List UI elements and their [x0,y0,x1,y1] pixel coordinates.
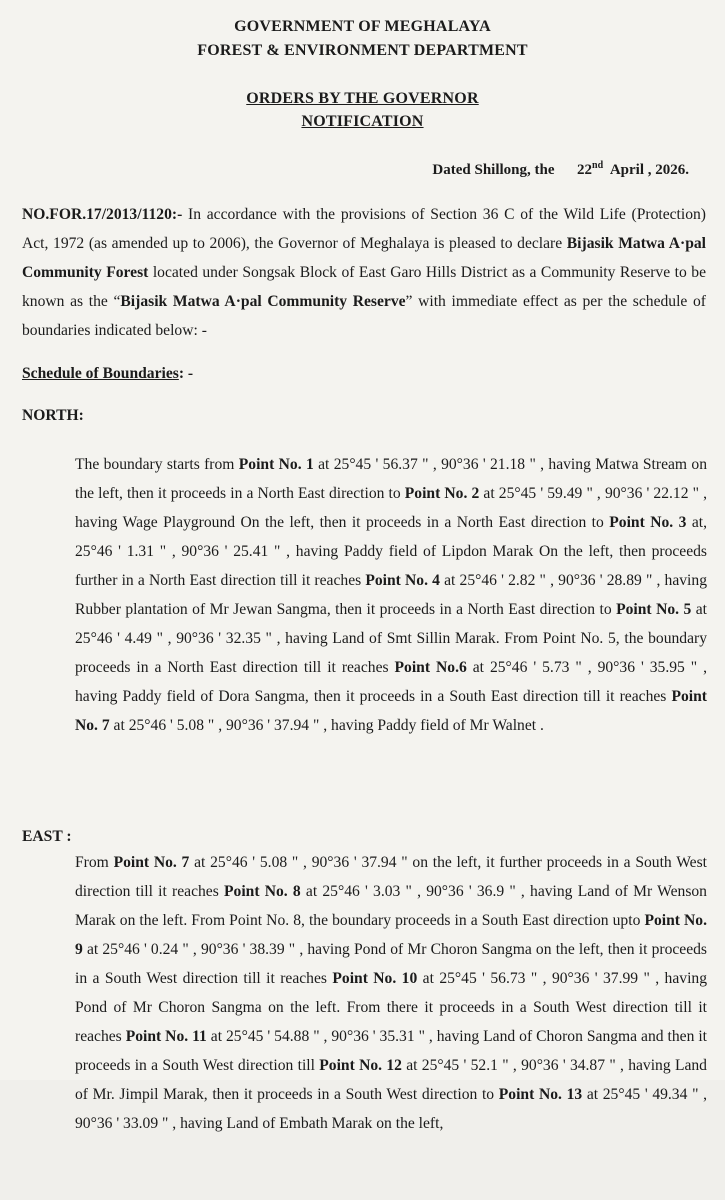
north-text: at 25°45 ' 56.37 " , 90°36 ' 21.18 " , having Matwa Stream on the left, then it proceeds in a North East direction to [75,456,707,502]
notification-number: NO.FOR.17/2013/1120:- [22,206,183,223]
east-text: at 25°45 ' 52.1 " , 90°36 ' 34.87 " , having Land of Mr. Jimpil Marak, then it proceeds in a South West direction to [75,1057,707,1103]
east-text: From [75,854,114,871]
point-label: Point No. 12 [319,1057,402,1074]
point-label: Point No. 7 [113,854,190,871]
schedule-suffix: : - [178,365,194,382]
schedule-label: Schedule of Boundaries [22,365,179,382]
north-text: at 25°45 ' 59.49 " , 90°36 ' 22.12 " , having Wage Playground On the left, then it proceeds in a North East direction to [75,485,707,531]
point-label: Point No. 9 [75,912,707,958]
point-label: Point No. 2 [404,485,480,502]
point-label: Point No. 3 [609,514,687,531]
point-label: Point No. 8 [224,883,301,900]
orders-heading: ORDERS BY THE GOVERNOR [246,90,479,107]
forest-name: Bijasik Matwa A·pal Community Forest [22,235,706,281]
east-text: at 25°46 ' 5.08 " , 90°36 ' 37.94 " on the left, it further proceeds in a South West direction till it reaches [75,854,707,900]
point-label: Point No. 7 [75,688,707,734]
point-label: Point No. 5 [616,601,692,618]
east-text: at 25°46 ' 3.03 " , 90°36 ' 36.9 " , having Land of Mr Wenson Marak on the left. From Point No. 8, the boundary proceeds in a South East direction upto [75,883,707,929]
north-text: at 25°46 ' 4.49 " , 90°36 ' 32.35 " , having Land of Smt Sillin Marak. From Point No. 5, the boundary proceeds in a North East direction till it reaches [75,601,708,676]
point-label: Point No.6 [394,659,467,676]
east-text: at 25°45 ' 54.88 " , 90°36 ' 35.31 " , having Land of Choron Sangma and then it proceeds in a South West direction till [75,1028,707,1074]
intro-paragraph [22,200,706,345]
dated-prefix: Dated Shillong, the [432,162,555,178]
dated-rest: April , 2026. [609,162,689,178]
east-text: at 25°45 ' 56.73 " , 90°36 ' 37.99 " , having Pond of Mr Choron Sangma on the left. From there it proceeds in a South West direction till it reaches [75,970,707,1045]
intro-text-2: located under Songsak Block of East Garo Hills District as a Community Reserve to be known as the “ [22,264,706,310]
east-text: at 25°46 ' 0.24 " , 90°36 ' 38.39 " , having Pond of Mr Choron Sangma on the left, then it proceeds in a South West direction till it reaches [75,941,707,987]
east-text: at 25°45 ' 49.34 " , 90°36 ' 33.09 " , having Land of Embath Marak on the left, [75,1086,707,1132]
point-label: Point No. 11 [125,1028,207,1045]
north-text: at 25°46 ' 5.08 " , 90°36 ' 37.94 " , having Paddy field of Mr Walnet . [109,717,544,734]
notification-heading: NOTIFICATION [301,113,424,130]
intro-text-3: ” with immediate effect as per the schedule of boundaries indicated below: - [22,293,706,339]
north-text: The boundary starts from [75,456,239,473]
orders-heading-wrap [0,90,725,108]
dated-day: 22 [577,162,593,178]
point-label: Point No. 1 [238,456,314,473]
point-label: Point No. 13 [498,1086,583,1103]
north-heading: NORTH: [22,407,84,424]
dated-suffix: nd [592,160,604,171]
department-heading: FOREST & ENVIRONMENT DEPARTMENT [197,42,528,59]
point-label: Point No. 4 [365,572,440,589]
government-heading: GOVERNMENT OF MEGHALAYA [234,18,491,35]
dated-line [432,160,689,179]
north-text: at 25°46 ' 2.82 " , 90°36 ' 28.89 " , having Rubber plantation of Mr Jewan Sangma, then it proceeds in a North East direction to [75,572,707,618]
notification-heading-wrap [0,113,725,131]
east-heading: EAST : [22,828,72,845]
reserve-name: Bijasik Matwa A·pal Community Reserve [120,293,406,310]
point-label: Point No. 10 [332,970,418,987]
north-text: at 25°46 ' 5.73 " , 90°36 ' 35.95 " , having Paddy field of Dora Sangma, then it proceeds in a South East direction till it reaches [75,659,707,705]
north-text: at, 25°46 ' 1.31 " , 90°36 ' 25.41 " , having Paddy field of Lipdon Marak On the left, then proceeds further in a North East direction till it reaches [75,514,707,589]
scan-shade [0,1080,725,1200]
schedule-heading [22,365,193,383]
intro-text-1: In accordance with the provisions of Section 36 C of the Wild Life (Protection) Act, 1972 (as amended up to 2006), the Governor of Meghalaya is pleased to declare [22,206,706,252]
north-paragraph [75,450,707,740]
